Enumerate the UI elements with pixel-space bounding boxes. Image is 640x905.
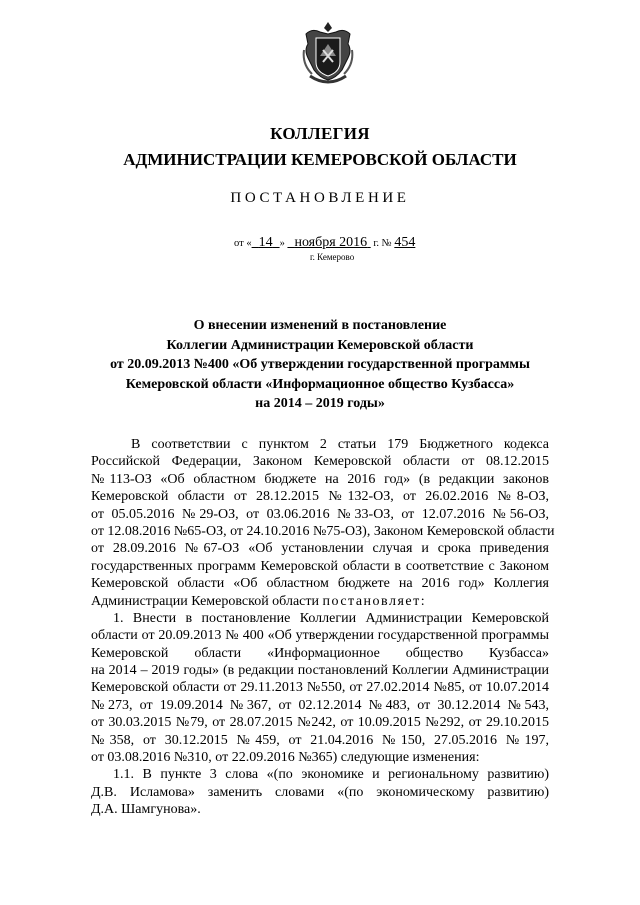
resolution-title [80, 316, 560, 414]
title-line: О внесении изменений в постановление [193, 318, 447, 333]
decree-keyword: постановляет: [322, 593, 427, 609]
title-line: Коллегии Администрации Кемеровской области [166, 337, 474, 353]
date-line [234, 235, 415, 251]
document-type: ПОСТАНОВЛЕНИЕ [230, 190, 410, 206]
body-line: Российской Федерации, Законом Кемеровской области от 08.12.2015 [91, 454, 549, 470]
body-line: Кемеровской области от 29.11.2013 №550, от 27.02.2014 №85, от 10.07.2014 [91, 680, 549, 696]
body-line: области от 20.09.2013 № 400 «Об утверждении государственной программы [91, 628, 549, 644]
coat-of-arms-emblem [302, 20, 354, 88]
document-body [91, 436, 555, 819]
body-line: от 12.08.2016 №65-ОЗ, от 24.10.2016 №75-ОЗ), Законом Кемеровской области [91, 523, 555, 539]
date-month-year: ноября 2016 [294, 235, 368, 250]
body-line: №113-ОЗ «Об областном бюджете на 2016 год» (в редакции законов [91, 471, 549, 487]
body-line: 1.1. В пункте 3 слова «(по экономике и региональному развитию) [113, 767, 549, 783]
title-line: на 2014 – 2019 годы» [255, 396, 385, 411]
body-line: В соответствии с пунктом 2 статьи 179 Бюджетного кодекса [131, 437, 549, 452]
body-line: Кемеровской области «Информационное общество Кузбасса» [91, 645, 549, 661]
body-line: от 03.08.2016 №310, от 22.09.2016 №365) следующие изменения: [91, 750, 480, 766]
administration-title: АДМИНИСТРАЦИИ КЕМЕРОВСКОЙ ОБЛАСТИ [123, 150, 517, 169]
date-day: 14 [258, 235, 273, 250]
body-line: государственных программ Кемеровской области в соответствие с Законом [91, 558, 549, 574]
body-line: Д.В. Исламова» заменить словами «(по экономическому развитию) [91, 784, 549, 800]
body-line: Д.А. Шамгунова». [91, 802, 201, 818]
date-day-close: » [279, 238, 285, 249]
document-number: 454 [394, 235, 416, 250]
collegium-title: КОЛЛЕГИЯ [270, 124, 370, 143]
body-line: от 28.09.2016 №67-ОЗ «Об установлении случая и срока приведения [91, 541, 549, 557]
body-line: от 05.05.2016 №29-ОЗ, от 03.06.2016 №33-ОЗ, от 12.07.2016 №56-ОЗ, [91, 506, 549, 522]
title-line: Кемеровской области «Информационное общество Кузбасса» [125, 376, 515, 392]
city-label: г. Кемерово [310, 252, 355, 262]
body-line: Кемеровской области от 28.12.2015 №132-ОЗ, от 26.02.2016 №8-ОЗ, [91, 489, 549, 505]
body-line: 1. Внести в постановление Коллегии Администрации Кемеровской [113, 610, 549, 626]
title-line: от 20.09.2013 №400 «Об утверждении государственной программы [110, 357, 530, 372]
body-line: Кемеровской области «Об областном бюджете на 2016 год» Коллегия [91, 576, 549, 592]
body-line: Администрации Кемеровской области постановляет: [91, 593, 427, 609]
date-prefix: от « [234, 238, 252, 249]
date-year-suffix: г. № [373, 238, 392, 249]
body-line: от 30.03.2015 №79, от 28.07.2015 №242, от 10.09.2015 №292, от 29.10.2015 [91, 715, 549, 731]
body-line: №273, от 19.09.2014 №367, от 02.12.2014 №483, от 30.12.2014 №543, [91, 697, 549, 713]
body-line: на 2014 – 2019 годы» (в редакции постановлений Коллегии Администрации [91, 663, 549, 679]
body-line: №358, от 30.12.2015 №459, от 21.04.2016 №150, 27.05.2016 №197, [91, 732, 549, 748]
